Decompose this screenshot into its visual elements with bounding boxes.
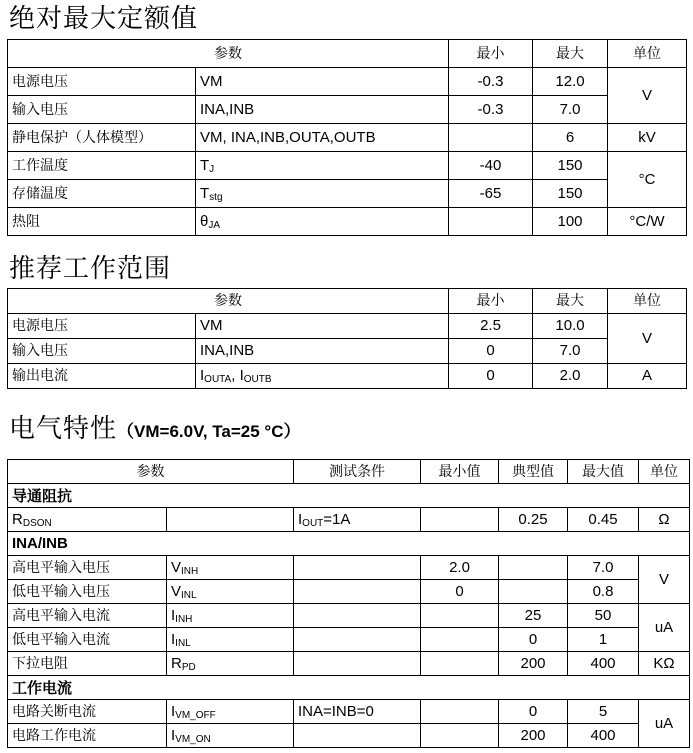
max-value: 400 bbox=[568, 652, 639, 676]
table-row bbox=[8, 124, 687, 152]
unit: °C bbox=[608, 152, 687, 208]
unit: Ω bbox=[639, 508, 690, 532]
table-row bbox=[8, 724, 690, 748]
symbol: $I_{INL}$ bbox=[167, 628, 294, 652]
param-name: 静电保护（人体模型） bbox=[8, 124, 196, 152]
typ-value: 200 bbox=[499, 724, 568, 748]
param-name: 存储温度 bbox=[8, 180, 196, 208]
header-max: 最大值 bbox=[568, 460, 639, 484]
unit: uA bbox=[639, 700, 690, 748]
typ-value bbox=[499, 580, 568, 604]
max-value: 50 bbox=[568, 604, 639, 628]
min-value bbox=[421, 700, 499, 724]
electrical-table bbox=[7, 459, 690, 748]
section-title-abs-max: 绝对最大定额值 bbox=[9, 4, 199, 34]
param-name: 下拉电阻 bbox=[8, 652, 167, 676]
test-condition bbox=[294, 724, 421, 748]
unit: V bbox=[608, 314, 687, 364]
symbol: INA,INB bbox=[196, 339, 449, 364]
table-header-row bbox=[8, 289, 687, 314]
min-value: 2.0 bbox=[421, 556, 499, 580]
test-condition bbox=[294, 556, 421, 580]
symbol: $\theta_{JA}$ bbox=[196, 208, 449, 236]
section-title-electrical bbox=[9, 414, 301, 447]
param-name: 输入电压 bbox=[8, 339, 196, 364]
min-value: -0.3 bbox=[449, 96, 533, 124]
header-param: 参数 bbox=[8, 289, 449, 314]
typ-value: 0.25 bbox=[499, 508, 568, 532]
header-param: 参数 bbox=[8, 460, 294, 484]
max-value: 10.0 bbox=[533, 314, 608, 339]
symbol: $I_{OUTA}$, $I_{OUTB}$ bbox=[196, 364, 449, 389]
header-min: 最小 bbox=[449, 289, 533, 314]
unit: A bbox=[608, 364, 687, 389]
table-row bbox=[8, 700, 690, 724]
param-name: 高电平输入电流 bbox=[8, 604, 167, 628]
table-row bbox=[8, 604, 690, 628]
max-value: 7.0 bbox=[533, 339, 608, 364]
param-name: 低电平输入电流 bbox=[8, 628, 167, 652]
min-value: 0 bbox=[421, 580, 499, 604]
param-name: 高电平输入电压 bbox=[8, 556, 167, 580]
header-condition: 测试条件 bbox=[294, 460, 421, 484]
symbol: VM bbox=[196, 68, 449, 96]
table-row bbox=[8, 364, 687, 389]
unit: °C/W bbox=[608, 208, 687, 236]
group-label: 工作电流 bbox=[8, 676, 690, 700]
symbol: $T_J$ bbox=[196, 152, 449, 180]
symbol: VM, INA,INB,OUTA,OUTB bbox=[196, 124, 449, 152]
group-label: INA/INB bbox=[8, 532, 690, 556]
typ-value: 200 bbox=[499, 652, 568, 676]
max-value: 2.0 bbox=[533, 364, 608, 389]
symbol: VM bbox=[196, 314, 449, 339]
symbol bbox=[167, 508, 294, 532]
table-row bbox=[8, 314, 687, 339]
table-row bbox=[8, 556, 690, 580]
unit: V bbox=[639, 556, 690, 604]
min-value bbox=[421, 604, 499, 628]
param-name: 电路工作电流 bbox=[8, 724, 167, 748]
param-name: 热阻 bbox=[8, 208, 196, 236]
symbol: $I_{VM\_ON}$ bbox=[167, 724, 294, 748]
table-header-row bbox=[8, 460, 690, 484]
table-row bbox=[8, 68, 687, 96]
table-row bbox=[8, 580, 690, 604]
min-value bbox=[421, 724, 499, 748]
min-value bbox=[449, 208, 533, 236]
table-header-row bbox=[8, 40, 687, 68]
table-row bbox=[8, 339, 687, 364]
param-name: 低电平输入电压 bbox=[8, 580, 167, 604]
unit: kV bbox=[608, 124, 687, 152]
header-min: 最小值 bbox=[421, 460, 499, 484]
symbol: $V_{INL}$ bbox=[167, 580, 294, 604]
min-value bbox=[421, 652, 499, 676]
max-value: 1 bbox=[568, 628, 639, 652]
test-condition: INA=INB=0 bbox=[294, 700, 421, 724]
symbol: $R_{PD}$ bbox=[167, 652, 294, 676]
table-row bbox=[8, 508, 690, 532]
unit: uA bbox=[639, 604, 690, 652]
test-condition bbox=[294, 580, 421, 604]
unit: KΩ bbox=[639, 652, 690, 676]
max-value: 0.8 bbox=[568, 580, 639, 604]
test-condition bbox=[294, 652, 421, 676]
table-row bbox=[8, 180, 687, 208]
param-name: 输入电压 bbox=[8, 96, 196, 124]
param-name: 工作温度 bbox=[8, 152, 196, 180]
param-name: 输出电流 bbox=[8, 364, 196, 389]
max-value: 6 bbox=[533, 124, 608, 152]
symbol: $T_{stg}$ bbox=[196, 180, 449, 208]
min-value bbox=[421, 628, 499, 652]
header-param: 参数 bbox=[8, 40, 449, 68]
max-value: 150 bbox=[533, 152, 608, 180]
min-value: -65 bbox=[449, 180, 533, 208]
electrical-condition: （VM=6.0V, Ta=25 °C） bbox=[117, 422, 301, 441]
group-row bbox=[8, 532, 690, 556]
max-value: 100 bbox=[533, 208, 608, 236]
min-value: 0 bbox=[449, 364, 533, 389]
header-max: 最大 bbox=[533, 289, 608, 314]
param-name: 电路关断电流 bbox=[8, 700, 167, 724]
table-row bbox=[8, 652, 690, 676]
max-value: 5 bbox=[568, 700, 639, 724]
table-row bbox=[8, 208, 687, 236]
max-value: 150 bbox=[533, 180, 608, 208]
header-unit: 单位 bbox=[608, 289, 687, 314]
group-row bbox=[8, 676, 690, 700]
min-value: -40 bbox=[449, 152, 533, 180]
recommended-table bbox=[7, 288, 687, 389]
max-value: 400 bbox=[568, 724, 639, 748]
unit: V bbox=[608, 68, 687, 124]
test-condition bbox=[294, 628, 421, 652]
min-value: -0.3 bbox=[449, 68, 533, 96]
header-max: 最大 bbox=[533, 40, 608, 68]
electrical-title: 电气特性 bbox=[9, 414, 118, 444]
max-value: 7.0 bbox=[533, 96, 608, 124]
param-name: 电源电压 bbox=[8, 68, 196, 96]
min-value: 0 bbox=[449, 339, 533, 364]
test-condition bbox=[294, 604, 421, 628]
param-name: 电源电压 bbox=[8, 314, 196, 339]
abs-max-table bbox=[7, 39, 687, 236]
symbol: $I_{INH}$ bbox=[167, 604, 294, 628]
typ-value: 25 bbox=[499, 604, 568, 628]
header-unit: 单位 bbox=[608, 40, 687, 68]
table-row bbox=[8, 152, 687, 180]
group-label: 导通阻抗 bbox=[8, 484, 690, 508]
table-row bbox=[8, 96, 687, 124]
typ-value bbox=[499, 556, 568, 580]
min-value: 2.5 bbox=[449, 314, 533, 339]
min-value bbox=[421, 508, 499, 532]
max-value: 0.45 bbox=[568, 508, 639, 532]
typ-value: 0 bbox=[499, 700, 568, 724]
header-min: 最小 bbox=[449, 40, 533, 68]
header-unit: 单位 bbox=[639, 460, 690, 484]
table-row bbox=[8, 628, 690, 652]
group-row bbox=[8, 484, 690, 508]
max-value: 12.0 bbox=[533, 68, 608, 96]
symbol: INA,INB bbox=[196, 96, 449, 124]
max-value: 7.0 bbox=[568, 556, 639, 580]
param-name: $R_{DSON}$ bbox=[8, 508, 167, 532]
symbol: $I_{VM\_OFF}$ bbox=[167, 700, 294, 724]
min-value bbox=[449, 124, 533, 152]
header-typ: 典型值 bbox=[499, 460, 568, 484]
section-title-recommended: 推荐工作范围 bbox=[9, 254, 172, 284]
symbol: $V_{INH}$ bbox=[167, 556, 294, 580]
typ-value: 0 bbox=[499, 628, 568, 652]
test-condition: $I_{OUT}=1A$ bbox=[294, 508, 421, 532]
